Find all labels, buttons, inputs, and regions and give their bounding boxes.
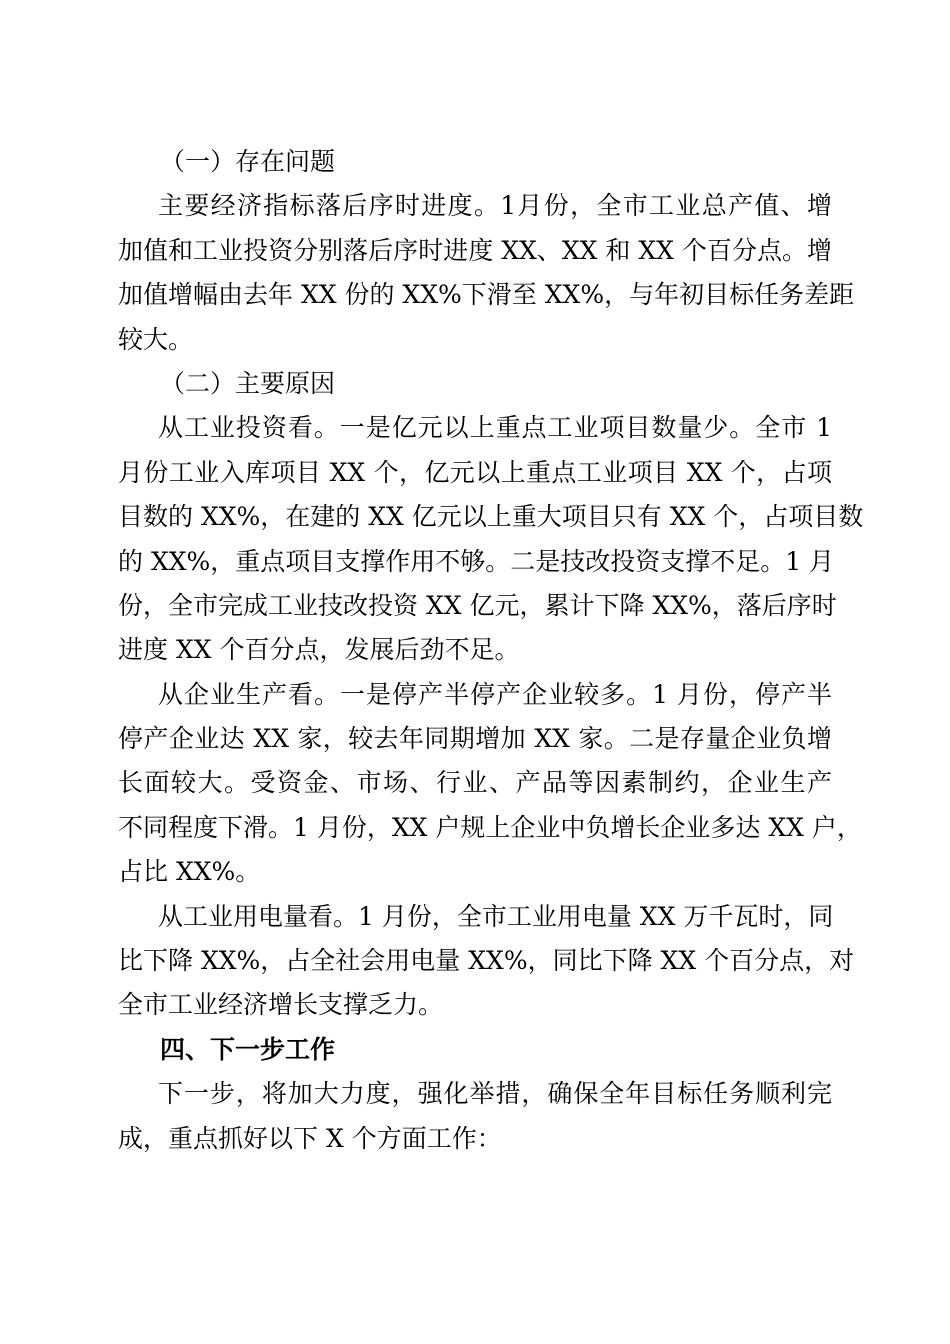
- heading-text: （二）主要原因: [160, 368, 336, 398]
- paragraph-line: 的 XX%，重点项目支撑作用不够。二是技改投资支撑不足。1 月: [118, 546, 835, 576]
- paragraph-line: 停产企业达 XX 家，较去年同期增加 XX 家。二是存量企业负增: [118, 724, 832, 754]
- paragraph-line: 加值和工业投资分别落后序时进度 XX、XX 和 XX 个百分点。增: [118, 235, 832, 265]
- paragraph-line: 全市工业经济增长支撑乏力。: [118, 990, 444, 1020]
- paragraph-line: 进度 XX 个百分点，发展后劲不足。: [118, 635, 520, 665]
- paragraph-line: 比下降 XX%，占全社会用电量 XX%，同比下降 XX 个百分点，对: [118, 946, 855, 976]
- paragraph-line: 份，全市完成工业技改投资 XX 亿元，累计下降 XX%，落后序时: [118, 590, 837, 620]
- heading-text: 四、下一步工作: [160, 1034, 336, 1064]
- document-page: [118, 140, 864, 1161]
- paragraph: [118, 1072, 832, 1161]
- paragraph-line: 较大。: [118, 324, 194, 354]
- paragraph-line: 目数的 XX%，在建的 XX 亿元以上重大项目只有 XX 个，占项目数: [118, 502, 864, 532]
- paragraph: [118, 895, 855, 1028]
- paragraph-line: 主要经济指标落后序时进度。1月份，全市工业总产值、增: [158, 191, 832, 221]
- paragraph: [118, 673, 862, 895]
- paragraph-line: 从企业生产看。一是停产半停产企业较多。1 月份，停产半: [158, 679, 832, 709]
- paragraph-line: 从工业用电量看。1 月份，全市工业用电量 XX 万千瓦时，同: [158, 901, 834, 931]
- paragraph-line: 月份工业入库项目 XX 个，亿元以上重点工业项目 XX 个，占项: [118, 457, 832, 487]
- paragraph-line: 不同程度下滑。1 月份，XX 户规上企业中负增长企业多达 XX 户，: [118, 812, 862, 842]
- paragraph-line: 加值增幅由去年 XX 份的 XX%下滑至 XX%，与年初目标任务差距: [118, 280, 855, 310]
- paragraph-line: 成，重点抓好以下 X 个方面工作：: [118, 1123, 502, 1153]
- heading-text: （一）存在问题: [160, 147, 336, 176]
- section-heading: [118, 140, 832, 184]
- section-heading: [118, 362, 832, 406]
- paragraph: [118, 406, 864, 672]
- paragraph-line: 占比 XX%。: [118, 857, 261, 887]
- paragraph-line: 从工业投资看。一是亿元以上重点工业项目数量少。全市 1: [158, 413, 832, 443]
- paragraph: [118, 184, 855, 362]
- paragraph-line: 长面较大。受资金、市场、行业、产品等因素制约，企业生产: [118, 768, 832, 798]
- paragraph-line: 下一步，将加大力度，强化举措，确保全年目标任务顺利完: [158, 1079, 832, 1109]
- section-heading: [118, 1028, 832, 1072]
